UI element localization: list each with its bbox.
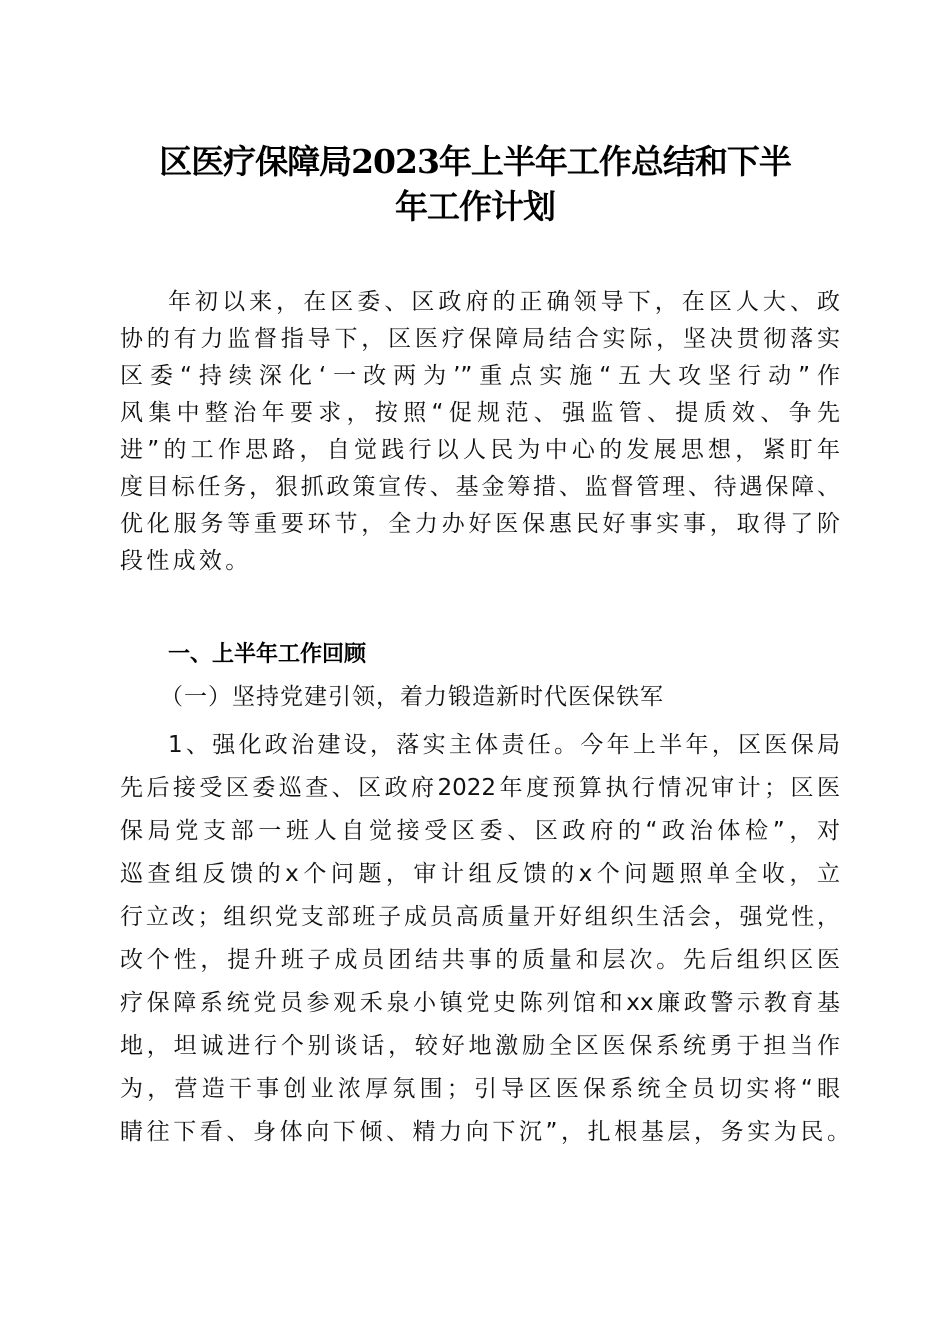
intro-paragraph-line: 协的有力监督指导下，区医疗保障局结合实际，坚决贯彻落实 bbox=[120, 326, 840, 352]
item-paragraph-line: 行立改；组织党支部班子成员高质量开好组织生活会，强党性， bbox=[120, 904, 840, 930]
intro-paragraph-line: 度目标任务，狠抓政策宣传、基金筹措、监督管理、待遇保障、 bbox=[120, 474, 840, 500]
intro-paragraph-line: 优化服务等重要环节，全力办好医保惠民好事实事，取得了阶 bbox=[120, 511, 840, 537]
item-paragraph-line: 巡查组反馈的x个问题，审计组反馈的x个问题照单全收，立 bbox=[120, 861, 840, 887]
intro-paragraph-line: 年初以来，在区委、区政府的正确领导下，在区人大、政 bbox=[168, 289, 840, 315]
item-paragraph-line: 改个性，提升班子成员团结共事的质量和层次。先后组织区医 bbox=[120, 947, 840, 973]
item-paragraph-line: 睛往下看、身体向下倾、精力向下沉”，扎根基层，务实为民。 bbox=[120, 1119, 850, 1145]
item-paragraph-line: 地，坦诚进行个别谈话，较好地激励全区医保系统勇于担当作 bbox=[120, 1033, 840, 1059]
item-paragraph-line: 1、强化政治建设，落实主体责任。今年上半年，区医保局 bbox=[168, 732, 840, 758]
intro-paragraph-line: 段性成效。 bbox=[120, 548, 252, 574]
subsection-heading: （一）坚持党建引领，着力锻造新时代医保铁军 bbox=[160, 684, 664, 710]
intro-paragraph-line: 风集中整治年要求，按照“促规范、强监管、提质效、争先 bbox=[120, 400, 840, 426]
document-title-line-1: 区医疗保障局2023年上半年工作总结和下半 bbox=[159, 142, 791, 181]
intro-paragraph-line: 区委“持续深化‘一改两为’”重点实施“五大攻坚行动”作 bbox=[120, 363, 840, 389]
document-title-line-2: 年工作计划 bbox=[395, 187, 555, 226]
section-heading: 一、上半年工作回顾 bbox=[168, 642, 367, 667]
item-paragraph-line: 保局党支部一班人自觉接受区委、区政府的“政治体检”，对 bbox=[120, 818, 840, 844]
item-paragraph-line: 先后接受区委巡查、区政府2022年度预算执行情况审计；区医 bbox=[120, 775, 840, 801]
item-paragraph-line: 为，营造干事创业浓厚氛围；引导区医保系统全员切实将“眼 bbox=[120, 1076, 840, 1102]
intro-paragraph-line: 进”的工作思路，自觉践行以人民为中心的发展思想，紧盯年 bbox=[120, 437, 840, 463]
item-paragraph-line: 疗保障系统党员参观禾泉小镇党史陈列馆和xx廉政警示教育基 bbox=[120, 990, 840, 1016]
